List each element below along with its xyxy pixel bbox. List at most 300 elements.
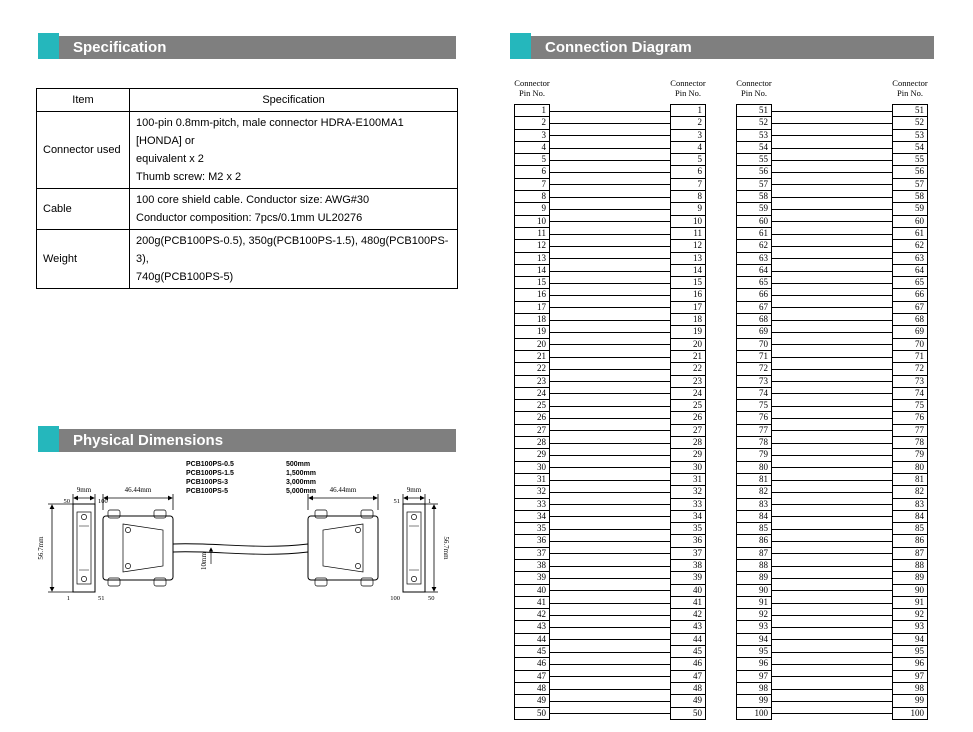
pin-cell-left: 31 bbox=[514, 473, 550, 486]
pin-cell-left: 19 bbox=[514, 325, 550, 338]
pin-cell-right: 35 bbox=[670, 522, 706, 535]
wire-line bbox=[772, 276, 892, 289]
pin-cell-left: 7 bbox=[514, 178, 550, 191]
section-title-specification: Specification bbox=[73, 39, 167, 56]
dim-567-right-line bbox=[425, 504, 438, 592]
wire-line bbox=[550, 411, 670, 424]
pin-cell-right: 17 bbox=[670, 301, 706, 314]
pin-cell-right: 9 bbox=[670, 202, 706, 215]
wire-line bbox=[772, 325, 892, 338]
wire-line bbox=[550, 387, 670, 400]
pin-cell-left: 59 bbox=[736, 202, 772, 215]
wire-line bbox=[550, 362, 670, 375]
wire-line bbox=[550, 498, 670, 511]
connection-row bbox=[736, 325, 928, 338]
connection-row bbox=[514, 633, 706, 646]
connection-row bbox=[514, 141, 706, 154]
pin-cell-right: 71 bbox=[892, 350, 928, 363]
pin-cell-left: 54 bbox=[736, 141, 772, 154]
wire-line bbox=[772, 424, 892, 437]
wire-line bbox=[550, 350, 670, 363]
pin-cell-left: 44 bbox=[514, 633, 550, 646]
wire-line bbox=[772, 670, 892, 683]
pin-cell-right: 88 bbox=[892, 559, 928, 572]
connection-row bbox=[736, 202, 928, 215]
pin-cell-right: 48 bbox=[670, 682, 706, 695]
wire-line bbox=[772, 608, 892, 621]
pin-cell-left: 30 bbox=[514, 461, 550, 474]
connection-row bbox=[736, 350, 928, 363]
connection-row bbox=[514, 153, 706, 166]
wire-line bbox=[772, 620, 892, 633]
pin-cell-right: 90 bbox=[892, 584, 928, 597]
pin-cell-right: 63 bbox=[892, 252, 928, 265]
connection-row bbox=[736, 399, 928, 412]
wire-line bbox=[550, 104, 670, 117]
pin-cell-right: 10 bbox=[670, 215, 706, 228]
pin-cell-right: 62 bbox=[892, 239, 928, 252]
pin-label: 1 bbox=[66, 595, 70, 602]
pin-cell-right: 33 bbox=[670, 498, 706, 511]
connection-row bbox=[736, 485, 928, 498]
wire-line bbox=[550, 276, 670, 289]
connection-row bbox=[736, 461, 928, 474]
pin-cell-right: 2 bbox=[670, 116, 706, 129]
pin-cell-left: 49 bbox=[514, 694, 550, 707]
dim-label-4644-left: 46.44mm bbox=[124, 486, 152, 494]
dim-label-9mm-right: 9mm bbox=[406, 486, 422, 494]
wire-line bbox=[772, 707, 892, 720]
pin-cell-right: 72 bbox=[892, 362, 928, 375]
pin-cell-right: 27 bbox=[670, 424, 706, 437]
section-bar bbox=[523, 36, 934, 59]
table-row bbox=[37, 230, 458, 289]
wire-line bbox=[772, 301, 892, 314]
section-header-physical-dimensions bbox=[38, 426, 456, 453]
pin-cell-left: 58 bbox=[736, 190, 772, 203]
wire-line bbox=[550, 608, 670, 621]
connection-row bbox=[736, 633, 928, 646]
connection-row bbox=[514, 227, 706, 240]
connection-row bbox=[514, 264, 706, 277]
wire-line bbox=[550, 288, 670, 301]
dim-label-567-right: 56.7mm bbox=[442, 536, 450, 560]
connection-row bbox=[736, 682, 928, 695]
connection-row bbox=[736, 657, 928, 670]
pin-cell-right: 59 bbox=[892, 202, 928, 215]
pin-cell-left: 22 bbox=[514, 362, 550, 375]
connection-row bbox=[514, 116, 706, 129]
wire-line bbox=[550, 645, 670, 658]
pin-cell-left: 64 bbox=[736, 264, 772, 277]
pin-cell-right: 49 bbox=[670, 694, 706, 707]
pin-cell-right: 11 bbox=[670, 227, 706, 240]
pin-cell-left: 25 bbox=[514, 399, 550, 412]
wire-line bbox=[772, 227, 892, 240]
wire-line bbox=[772, 411, 892, 424]
connection-row bbox=[514, 190, 706, 203]
wire-line bbox=[550, 670, 670, 683]
cable-length-model: PCB100PS-5 bbox=[186, 488, 229, 495]
pin-cell-right: 74 bbox=[892, 387, 928, 400]
wire-line bbox=[550, 534, 670, 547]
spec-line: Conductor composition: 7pcs/0.1mm UL20276 bbox=[136, 212, 363, 224]
wire-line bbox=[772, 215, 892, 228]
pin-column-header-line1: Connector bbox=[892, 78, 928, 88]
connection-row bbox=[736, 510, 928, 523]
pin-cell-left: 73 bbox=[736, 375, 772, 388]
pin-cell-right: 91 bbox=[892, 596, 928, 609]
wire-line bbox=[550, 657, 670, 670]
pin-column-header-line1: Connector bbox=[670, 78, 706, 88]
accent-square bbox=[510, 33, 531, 59]
pin-cell-right: 89 bbox=[892, 571, 928, 584]
wire-line bbox=[772, 522, 892, 535]
pin-cell-left: 98 bbox=[736, 682, 772, 695]
cable-length-model: PCB100PS-0.5 bbox=[186, 461, 234, 468]
connection-table-51-100 bbox=[736, 78, 928, 720]
pin-cell-right: 26 bbox=[670, 411, 706, 424]
pin-cell-left: 48 bbox=[514, 682, 550, 695]
pin-label: 51 bbox=[98, 595, 105, 602]
spec-line: 200g(PCB100PS-0.5), 350g(PCB100PS-1.5), 480g(PCB100PS-3), bbox=[136, 235, 449, 265]
connection-row bbox=[514, 301, 706, 314]
pin-cell-left: 14 bbox=[514, 264, 550, 277]
pin-cell-left: 42 bbox=[514, 608, 550, 621]
pin-cell-left: 89 bbox=[736, 571, 772, 584]
pin-cell-left: 61 bbox=[736, 227, 772, 240]
wire-line bbox=[550, 202, 670, 215]
pin-cell-right: 22 bbox=[670, 362, 706, 375]
pin-number-labels bbox=[64, 498, 435, 602]
wire-line bbox=[550, 116, 670, 129]
pin-cell-left: 76 bbox=[736, 411, 772, 424]
right-connector-body bbox=[308, 510, 378, 586]
pin-cell-left: 92 bbox=[736, 608, 772, 621]
pin-cell-left: 29 bbox=[514, 448, 550, 461]
connection-row bbox=[736, 215, 928, 228]
pin-cell-left: 99 bbox=[736, 694, 772, 707]
wire-line bbox=[772, 473, 892, 486]
pin-cell-right: 61 bbox=[892, 227, 928, 240]
pin-cell-right: 70 bbox=[892, 338, 928, 351]
pin-cell-left: 93 bbox=[736, 620, 772, 633]
wire-line bbox=[772, 141, 892, 154]
pin-cell-right: 56 bbox=[892, 165, 928, 178]
section-header-connection-diagram bbox=[510, 33, 934, 60]
connection-row bbox=[514, 448, 706, 461]
pin-cell-left: 5 bbox=[514, 153, 550, 166]
connection-row bbox=[736, 313, 928, 326]
cable-length-model: PCB100PS-1.5 bbox=[186, 470, 234, 477]
pin-cell-right: 76 bbox=[892, 411, 928, 424]
wire-line bbox=[772, 645, 892, 658]
connection-row bbox=[736, 707, 928, 720]
pin-cell-right: 19 bbox=[670, 325, 706, 338]
pin-cell-right: 16 bbox=[670, 288, 706, 301]
pin-cell-left: 69 bbox=[736, 325, 772, 338]
pin-cell-right: 98 bbox=[892, 682, 928, 695]
connection-row bbox=[736, 498, 928, 511]
wire-line bbox=[550, 584, 670, 597]
pin-cell-left: 100 bbox=[736, 707, 772, 720]
pin-cell-left: 47 bbox=[514, 670, 550, 683]
pin-cell-left: 38 bbox=[514, 559, 550, 572]
pin-cell-right: 50 bbox=[670, 707, 706, 720]
wire-line bbox=[550, 313, 670, 326]
wire-line bbox=[550, 620, 670, 633]
connection-row bbox=[736, 301, 928, 314]
connection-table-1-50 bbox=[514, 78, 706, 720]
pin-cell-right: 39 bbox=[670, 571, 706, 584]
wire-line bbox=[550, 141, 670, 154]
connection-row bbox=[514, 252, 706, 265]
wire-line bbox=[772, 165, 892, 178]
pin-cell-left: 67 bbox=[736, 301, 772, 314]
accent-square bbox=[38, 426, 59, 452]
table-row bbox=[37, 189, 458, 230]
wire-line bbox=[550, 190, 670, 203]
pin-cell-left: 2 bbox=[514, 116, 550, 129]
pin-cell-right: 67 bbox=[892, 301, 928, 314]
connection-row bbox=[514, 657, 706, 670]
spec-item-cable: Cable bbox=[37, 189, 130, 230]
pin-cell-left: 37 bbox=[514, 547, 550, 560]
pin-cell-left: 75 bbox=[736, 399, 772, 412]
pin-cell-right: 51 bbox=[892, 104, 928, 117]
wire-line bbox=[550, 153, 670, 166]
pin-cell-left: 16 bbox=[514, 288, 550, 301]
pin-cell-left: 62 bbox=[736, 239, 772, 252]
dim-567-left-line bbox=[48, 504, 73, 592]
wire-line bbox=[550, 436, 670, 449]
left-connector-body bbox=[103, 510, 173, 586]
section-title-connection-diagram: Connection Diagram bbox=[545, 39, 692, 56]
pin-cell-right: 80 bbox=[892, 461, 928, 474]
connection-row bbox=[736, 473, 928, 486]
pin-cell-left: 4 bbox=[514, 141, 550, 154]
connection-row bbox=[514, 522, 706, 535]
wire-line bbox=[772, 129, 892, 142]
pin-cell-right: 99 bbox=[892, 694, 928, 707]
pin-cell-left: 80 bbox=[736, 461, 772, 474]
pin-cell-right: 21 bbox=[670, 350, 706, 363]
connection-row bbox=[736, 670, 928, 683]
pin-cell-left: 10 bbox=[514, 215, 550, 228]
pin-column-header bbox=[496, 78, 568, 98]
wire-line bbox=[772, 116, 892, 129]
pin-cell-left: 23 bbox=[514, 375, 550, 388]
pin-cell-left: 56 bbox=[736, 165, 772, 178]
pin-cell-left: 94 bbox=[736, 633, 772, 646]
spec-line: 100-pin 0.8mm-pitch, male connector HDRA-E100MA1 [HONDA] or bbox=[136, 117, 404, 147]
connection-row bbox=[736, 129, 928, 142]
wire-line bbox=[550, 325, 670, 338]
pin-cell-left: 35 bbox=[514, 522, 550, 535]
pin-cell-right: 79 bbox=[892, 448, 928, 461]
dim-label-567-left: 56.7mm bbox=[37, 536, 45, 560]
section-title-physical-dimensions: Physical Dimensions bbox=[73, 432, 224, 449]
connection-row bbox=[514, 338, 706, 351]
connection-row bbox=[514, 645, 706, 658]
wire-line bbox=[772, 461, 892, 474]
connection-row bbox=[736, 436, 928, 449]
wire-line bbox=[550, 252, 670, 265]
wire-line bbox=[772, 288, 892, 301]
spec-header-row bbox=[37, 89, 458, 112]
pin-cell-left: 40 bbox=[514, 584, 550, 597]
wire-line bbox=[550, 571, 670, 584]
pin-cell-right: 66 bbox=[892, 288, 928, 301]
connection-row bbox=[736, 104, 928, 117]
connection-row bbox=[736, 165, 928, 178]
wire-line bbox=[772, 190, 892, 203]
connection-rows bbox=[736, 104, 928, 720]
spec-line: equivalent x 2 bbox=[136, 153, 204, 165]
pin-cell-left: 41 bbox=[514, 596, 550, 609]
wire-line bbox=[550, 547, 670, 560]
pin-cell-left: 3 bbox=[514, 129, 550, 142]
pin-column-header bbox=[874, 78, 946, 98]
pin-cell-right: 38 bbox=[670, 559, 706, 572]
pin-cell-left: 96 bbox=[736, 657, 772, 670]
pin-label: 100 bbox=[98, 498, 108, 505]
wire-line bbox=[772, 338, 892, 351]
pin-cell-left: 79 bbox=[736, 448, 772, 461]
pin-cell-left: 46 bbox=[514, 657, 550, 670]
connection-row bbox=[736, 338, 928, 351]
pin-cell-right: 77 bbox=[892, 424, 928, 437]
dim-label-9mm-left: 9mm bbox=[76, 486, 92, 494]
pin-cell-left: 33 bbox=[514, 498, 550, 511]
right-end-view bbox=[403, 504, 425, 592]
pin-cell-left: 20 bbox=[514, 338, 550, 351]
pin-cell-right: 31 bbox=[670, 473, 706, 486]
pin-cell-right: 84 bbox=[892, 510, 928, 523]
wire-line bbox=[550, 707, 670, 720]
pin-cell-right: 5 bbox=[670, 153, 706, 166]
wire-line bbox=[550, 178, 670, 191]
connection-row bbox=[514, 129, 706, 142]
pin-cell-right: 20 bbox=[670, 338, 706, 351]
pin-cell-left: 27 bbox=[514, 424, 550, 437]
section-bar bbox=[51, 36, 456, 59]
pin-cell-left: 6 bbox=[514, 165, 550, 178]
pin-column-header bbox=[652, 78, 724, 98]
connection-row bbox=[514, 215, 706, 228]
pin-cell-right: 69 bbox=[892, 325, 928, 338]
wire-line bbox=[550, 694, 670, 707]
pin-cell-right: 36 bbox=[670, 534, 706, 547]
wire-line bbox=[772, 436, 892, 449]
spec-header-specification: Specification bbox=[130, 89, 458, 112]
pin-cell-right: 45 bbox=[670, 645, 706, 658]
connection-row bbox=[514, 534, 706, 547]
pin-cell-left: 11 bbox=[514, 227, 550, 240]
pin-cell-left: 83 bbox=[736, 498, 772, 511]
pin-column-header-line2: Pin No. bbox=[897, 88, 923, 98]
wire-line bbox=[550, 215, 670, 228]
pin-label: 50 bbox=[428, 595, 435, 602]
pin-cell-right: 75 bbox=[892, 399, 928, 412]
wire-line bbox=[772, 153, 892, 166]
wire-line bbox=[772, 448, 892, 461]
pin-column-header bbox=[718, 78, 790, 98]
pin-cell-left: 90 bbox=[736, 584, 772, 597]
connection-row bbox=[514, 707, 706, 720]
pin-cell-left: 15 bbox=[514, 276, 550, 289]
wire-line bbox=[772, 178, 892, 191]
pin-cell-left: 28 bbox=[514, 436, 550, 449]
pin-cell-left: 43 bbox=[514, 620, 550, 633]
pin-cell-left: 52 bbox=[736, 116, 772, 129]
connection-row bbox=[514, 313, 706, 326]
connection-row bbox=[514, 362, 706, 375]
pin-cell-left: 65 bbox=[736, 276, 772, 289]
pin-cell-left: 34 bbox=[514, 510, 550, 523]
spec-item-weight: Weight bbox=[37, 230, 130, 289]
wire-line bbox=[550, 448, 670, 461]
pin-cell-left: 77 bbox=[736, 424, 772, 437]
pin-cell-right: 29 bbox=[670, 448, 706, 461]
connection-row bbox=[514, 276, 706, 289]
pin-cell-right: 95 bbox=[892, 645, 928, 658]
pin-cell-right: 28 bbox=[670, 436, 706, 449]
wire-line bbox=[550, 485, 670, 498]
pin-column-header-line1: Connector bbox=[736, 78, 772, 88]
pin-cell-right: 42 bbox=[670, 608, 706, 621]
connection-row bbox=[736, 288, 928, 301]
pin-cell-right: 34 bbox=[670, 510, 706, 523]
connection-row bbox=[736, 264, 928, 277]
pin-cell-left: 17 bbox=[514, 301, 550, 314]
pin-cell-left: 45 bbox=[514, 645, 550, 658]
dimensions-svg bbox=[28, 452, 458, 612]
pin-cell-right: 58 bbox=[892, 190, 928, 203]
wire-line bbox=[550, 682, 670, 695]
connection-row bbox=[736, 116, 928, 129]
wire-line bbox=[772, 547, 892, 560]
pin-cell-right: 18 bbox=[670, 313, 706, 326]
pin-cell-right: 24 bbox=[670, 387, 706, 400]
pin-cell-left: 95 bbox=[736, 645, 772, 658]
cable-length-table bbox=[186, 461, 316, 495]
pin-cell-left: 51 bbox=[736, 104, 772, 117]
pin-cell-left: 8 bbox=[514, 190, 550, 203]
pin-cell-left: 86 bbox=[736, 534, 772, 547]
pin-cell-right: 37 bbox=[670, 547, 706, 560]
cable-length-model: PCB100PS-3 bbox=[186, 479, 229, 486]
connection-row bbox=[514, 584, 706, 597]
cable bbox=[173, 544, 308, 555]
connection-row bbox=[736, 534, 928, 547]
pin-label: 51 bbox=[393, 498, 400, 505]
connection-row bbox=[736, 424, 928, 437]
wire-line bbox=[772, 510, 892, 523]
pin-cell-left: 87 bbox=[736, 547, 772, 560]
wire-line bbox=[550, 522, 670, 535]
connection-row bbox=[514, 510, 706, 523]
pin-cell-left: 84 bbox=[736, 510, 772, 523]
wire-line bbox=[550, 301, 670, 314]
wire-line bbox=[772, 657, 892, 670]
wire-line bbox=[772, 571, 892, 584]
connection-row bbox=[514, 559, 706, 572]
pin-cell-right: 13 bbox=[670, 252, 706, 265]
connection-row bbox=[736, 620, 928, 633]
pin-cell-right: 100 bbox=[892, 707, 928, 720]
connection-row bbox=[514, 411, 706, 424]
